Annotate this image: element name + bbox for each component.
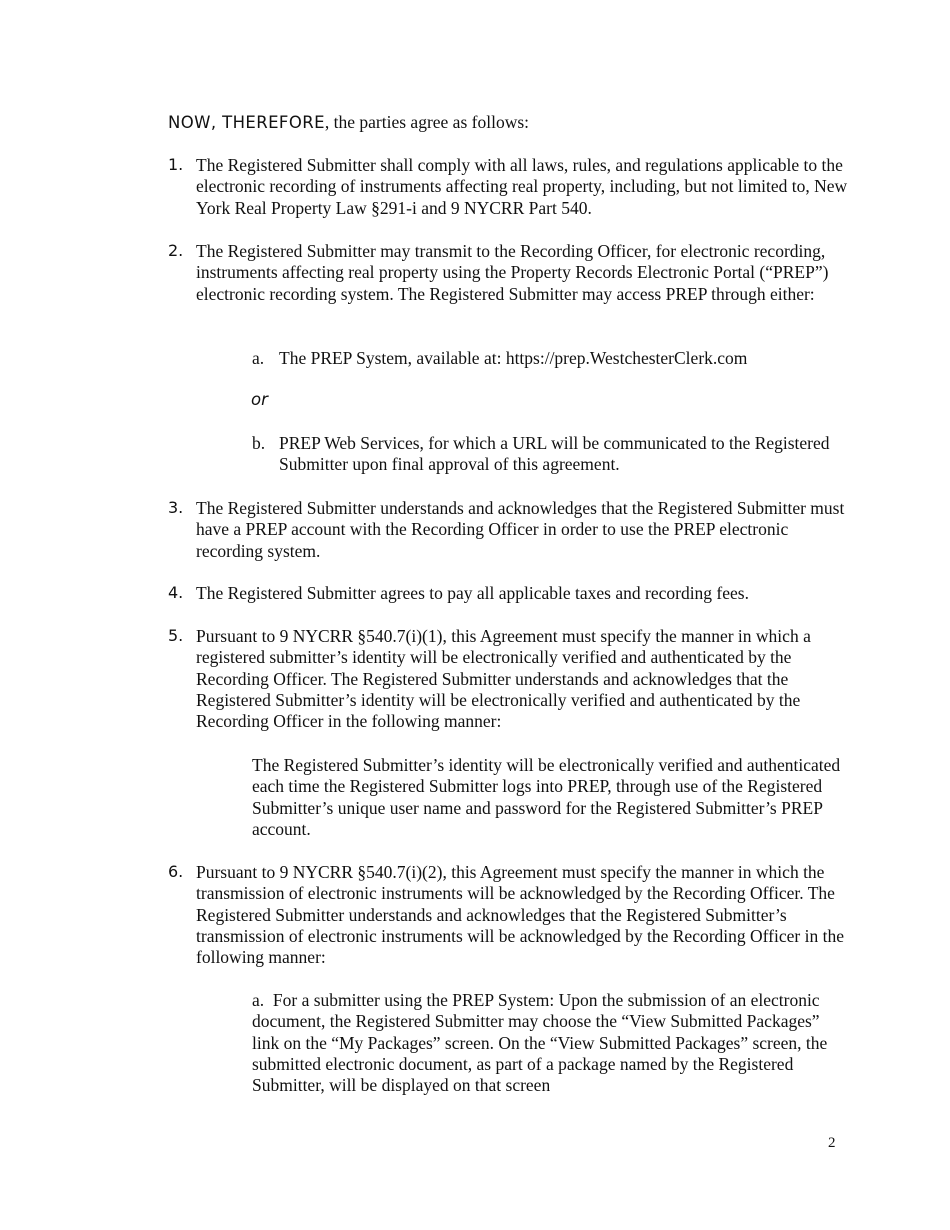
clause-2-option-a	[252, 348, 842, 369]
option-label: a.	[252, 348, 265, 368]
clause-text: The Registered Submitter understands and acknowledges that the Registered Submitter must have a PREP account with the Recording Officer in order to use the PREP electronic recording system.	[196, 498, 845, 561]
clause-number: 5.	[168, 626, 184, 645]
clause-number: 2.	[168, 241, 184, 260]
clause-text: Pursuant to 9 NYCRR §540.7(i)(2), this Agreement must specify the manner in which the transmission of electronic instruments will be acknowledged by the Recording Officer. The Registered Submitter understands and acknowledges that the Registered Submitter’s transmission of electronic instruments will be acknowledged by the Recording Officer in the following manner:	[196, 862, 844, 968]
intro-line	[168, 111, 529, 134]
option-text: The PREP System, available at: https://prep.WestchesterClerk.com	[279, 348, 748, 368]
clause-2	[168, 241, 848, 305]
clause-text: The Registered Submitter may transmit to the Recording Officer, for electronic recording, instruments affecting real property using the Property Records Electronic Portal (“PREP”) electronic recording system. The Registered Submitter may access PREP through either:	[196, 241, 829, 304]
clause-text: The Registered Submitter shall comply with all laws, rules, and regulations applicable to the electronic recording of instruments affecting real property, including, but not limited to, New York Real Property Law §291-i and 9 NYCRR Part 540.	[196, 155, 848, 218]
clause-number: 6.	[168, 862, 184, 881]
option-text: PREP Web Services, for which a URL will be communicated to the Registered Submitter upon final approval of this agreement.	[279, 433, 830, 475]
intro-keyword: NOW, THEREFORE	[168, 113, 325, 132]
option-text: For a submitter using the PREP System: Upon the submission of an electronic document, the Registered Submitter may choose the “View Submitted Packages” link on the “My Packages” screen. On the “View Submitted Packages” screen, the submitted electronic document, as part of a package named by the Registered Submitter, will be displayed on that screen	[252, 990, 828, 1096]
clause-number: 3.	[168, 498, 184, 517]
option-label: b.	[252, 433, 266, 453]
clause-text: Pursuant to 9 NYCRR §540.7(i)(1), this Agreement must specify the manner in which a registered submitter’s identity will be electronically verified and authenticated by the Recording Officer. The Registered Submitter understands and acknowledges that the Registered Submitter’s identity will be electronically verified and authenticated by the Recording Officer in the following manner:	[196, 626, 811, 732]
option-label: a.	[252, 990, 265, 1010]
page-number: 2	[828, 1135, 836, 1151]
clause-text: The Registered Submitter agrees to pay all applicable taxes and recording fees.	[196, 583, 749, 603]
clause-6-acknowledgement-text	[252, 990, 842, 1096]
intro-text: , the parties agree as follows:	[324, 112, 530, 132]
clause-3	[168, 498, 848, 562]
clause-5-verification-text: The Registered Submitter’s identity will be electronically verified and authenticated each time the Registered Submitter logs into PREP, through use of the Registered Submitter’s unique user name and password for the Registered Submitter’s PREP account.	[252, 755, 841, 839]
clause-2-option-b	[252, 433, 842, 476]
or-separator: or	[251, 390, 268, 409]
clause-number: 4.	[168, 583, 184, 602]
clause-1	[168, 155, 848, 219]
clause-number: 1.	[168, 155, 184, 174]
clause-4	[168, 583, 848, 604]
clause-5	[168, 626, 848, 732]
clause-6	[168, 862, 848, 968]
